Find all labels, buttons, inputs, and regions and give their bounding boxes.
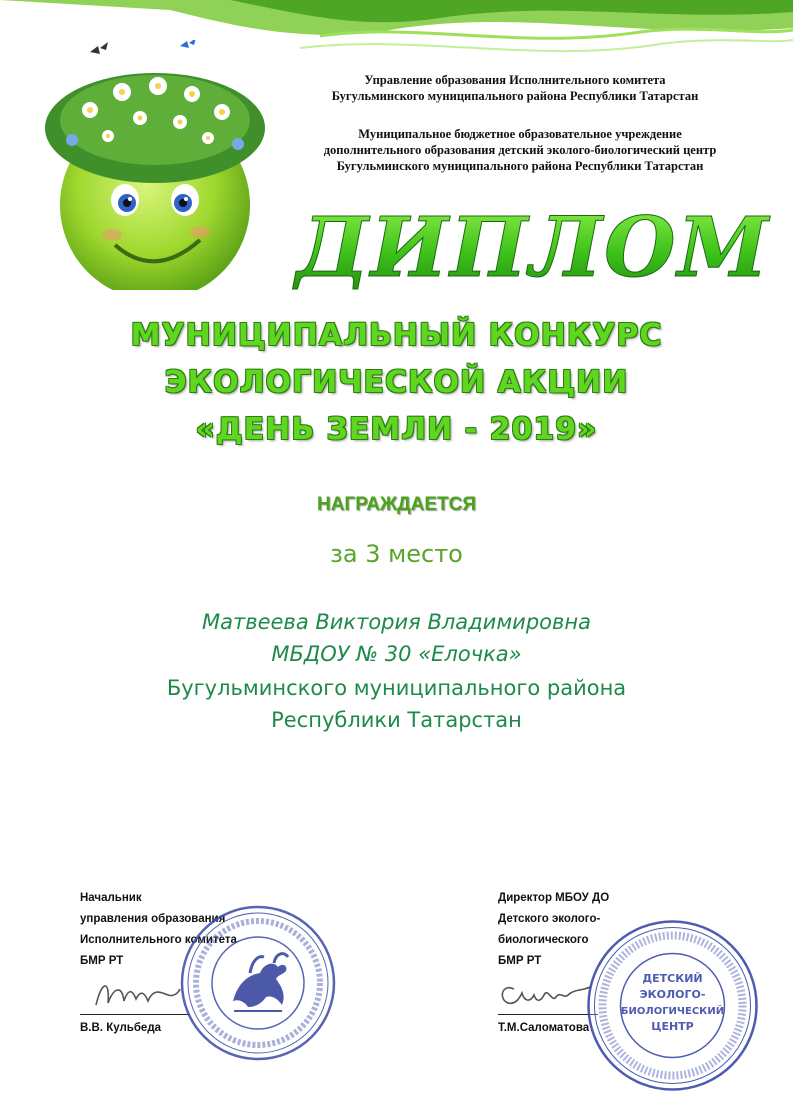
- left-sig-line-1: Начальник: [80, 892, 142, 904]
- right-signatory-name: Т.М.Саломатова: [498, 1022, 590, 1034]
- stamp-center-line-3: БИОЛОГИЧЕСКИЙ: [620, 1006, 725, 1017]
- left-sig-line-2: управления образования: [80, 913, 226, 925]
- left-sig-line-4: БМР РТ: [80, 955, 124, 967]
- winner-name: Матвеева Виктория Владимировна: [202, 610, 591, 634]
- left-signatory-name: В.В. Кульбеда: [80, 1022, 162, 1034]
- diploma-title-text: ДИПЛОМ: [295, 200, 771, 292]
- institution-header: [270, 126, 770, 174]
- place-label: за 3 место: [330, 540, 463, 568]
- stamp-center-line-1: ДЕТСКИЙ: [642, 972, 703, 985]
- left-sig-line-3: Исполнительного комитета: [80, 934, 237, 946]
- right-handwritten-signature: [494, 975, 594, 1015]
- left-handwritten-signature: [92, 975, 182, 1015]
- diploma-title: [278, 200, 788, 292]
- header-line-1: Управление образования Исполнительного комитета: [364, 73, 666, 87]
- right-sig-line-2: Детского эколого-: [498, 913, 601, 925]
- issuer-header: [280, 72, 750, 104]
- right-sig-line-4: БМР РТ: [498, 955, 542, 967]
- stamp-center-line-4: ЦЕНТР: [651, 1020, 694, 1033]
- left-round-stamp: [178, 903, 338, 1063]
- right-round-stamp: [585, 918, 760, 1093]
- contest-line-3: «ДЕНЬ ЗЕМЛИ - 2019»: [195, 412, 598, 447]
- header-line-2: Бугульминского муниципального района Республики Татарстан: [331, 89, 699, 103]
- smiling-earth-mascot: [30, 40, 280, 290]
- contest-line-1: МУНИЦИПАЛЬНЫЙ КОНКУРС: [130, 318, 663, 353]
- header-line-4: дополнительного образования детский эколого-биологический центр: [323, 143, 717, 157]
- contest-line-2: ЭКОЛОГИЧЕСКОЙ АКЦИИ: [164, 365, 629, 400]
- right-sig-line-1: Директор МБОУ ДО: [498, 892, 610, 904]
- header-line-5: Бугульминского муниципального района Республики Татарстан: [336, 159, 704, 173]
- winner-district: Бугульминского муниципального района: [166, 676, 627, 700]
- winner-organization: МБДОУ № 30 «Елочка»: [271, 642, 522, 666]
- awarded-label: НАГРАЖДАЕТСЯ: [316, 494, 477, 515]
- winner-republic: Республики Татарстан: [271, 708, 522, 732]
- header-line-3: Муниципальное бюджетное образовательное учреждение: [358, 127, 682, 141]
- stamp-center-line-2: ЭКОЛОГО-: [639, 988, 706, 1001]
- right-sig-line-3: биологического: [498, 934, 589, 946]
